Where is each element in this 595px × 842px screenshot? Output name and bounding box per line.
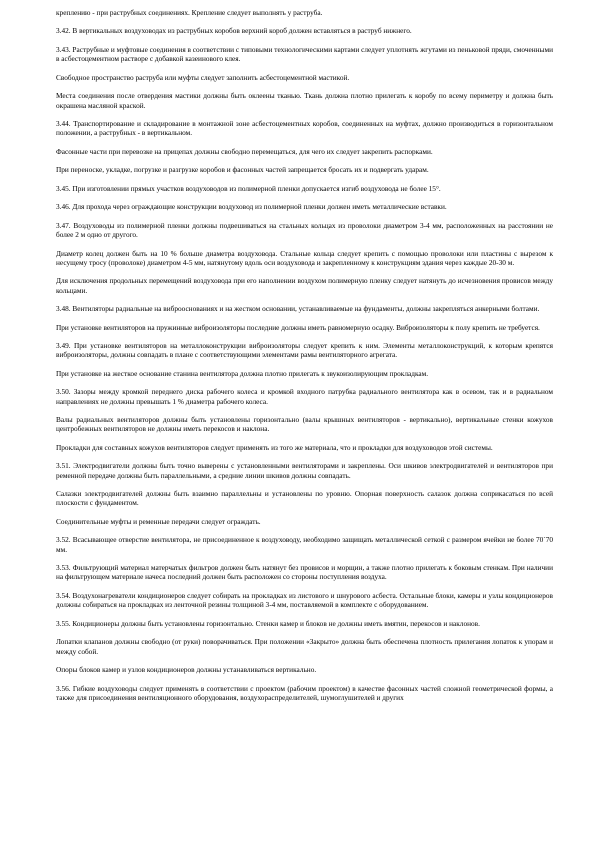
paragraph: 3.50. Зазоры между кромкой переднего диска рабочего колеса и кромкой входного патрубка радиального вентилятора как в осевом, так и в радиальном направлениях не должны превышать 1 % диаметра рабочего колеса.	[56, 387, 553, 406]
paragraph: Диаметр колец должен быть на 10 % больше диаметра воздуховода. Стальные кольца следует крепить с помощью проволоки или пластины с вырезом к несущему тросу (проволоке) диаметром 4-5 мм, натянутому вдоль оси воздуховода и закрепленному к конструкциям здания через каждые 20-30 м.	[56, 248, 553, 267]
paragraph: Салазки электродвигателей должны быть взаимно параллельны и установлены по уровню. Опорная поверхность салазок должна соприкасаться по всей плоскости с фундаментом.	[56, 489, 553, 508]
paragraph: Для исключения продольных перемещений воздуховода при его наполнении воздухом полимерную пленку следует натянуть до исчезновения провисов между кольцами.	[56, 276, 553, 295]
paragraph: 3.46. Для прохода через ограждающие конструкции воздуховод из полимерной пленки должен иметь металлические вставки.	[56, 202, 447, 212]
paragraph: Места соединения после отвердения мастики должны быть оклеены тканью. Ткань должна плотно прилегать к коробу по всему периметру и должна быть окрашена масляной краской.	[56, 91, 553, 110]
paragraph: креплению - при раструбных соединениях. Крепление следует выполнять у раструба.	[56, 8, 323, 17]
paragraph: Прокладки для составных кожухов вентиляторов следует применять из того же материала, что и прокладки для воздуховодов этой системы.	[56, 442, 493, 452]
paragraph: 3.55. Кондиционеры должны быть установлены горизонтально. Стенки камер и блоков не должны иметь вмятин, перекосов и наклонов.	[56, 618, 480, 628]
paragraph: 3.47. Воздуховоды из полимерной пленки должны подвешиваться на стальных кольцах из проволоки диаметром 3-4 мм, расположенных на расстоянии не более 2 м одно от другого.	[56, 220, 553, 240]
paragraph: 3.52. Всасывающее отверстие вентилятора, не присоединенное к воздуховоду, необходимо защищать металлической сеткой с размером ячейки не более 70´70 мм.	[56, 535, 553, 554]
paragraph: Фасонные части при перевозке на прицепах должны свободно перемещаться, для чего их следует закрепить распорками.	[56, 146, 433, 156]
paragraph: 3.44. Транспортирование и складирование в монтажной зоне асбестоцементных коробов, соединенных на муфтах, должно производиться в горизонтальном положении, а раструбных - в вертикальном.	[56, 119, 553, 138]
paragraph: 3.51. Электродвигатели должны быть точно выверены с установленными вентиляторами и закреплены. Оси шкивов электродвигателей и вентиляторов при ременной передаче должны быть параллельными, а средние линии шкивов должны совпадать.	[56, 461, 553, 480]
document-page	[56, 8, 553, 838]
paragraph: Соединительные муфты и ременные передачи следует ограждать.	[56, 516, 261, 526]
paragraph: 3.53. Фильтрующий материал матерчатых фильтров должен быть натянут без провисов и морщин, а также плотно прилегать к боковым стенкам. При наличии на фильтрующем материале начеса последний должен быть расположен со стороны поступления воздуха.	[56, 563, 553, 582]
paragraph: Опоры блоков камер и узлов кондиционеров должны устанавливаться вертикально.	[56, 665, 317, 675]
paragraph: 3.45. При изготовлении прямых участков воздуховодов из полимерной пленки допускается изгиб воздуховода не более 15°.	[56, 183, 441, 193]
paragraph: При переноске, укладке, погрузке и разгрузке коробов и фасонных частей запрещается бросать их и подвергать ударам.	[56, 165, 429, 175]
paragraph: Лопатки клапанов должны свободно (от руки) поворачиваться. При положении «Закрыто» должна быть обеспечена плотность прилегания лопаток к упорам и между собой.	[56, 637, 553, 656]
paragraph: 3.54. Воздухонагреватели кондиционеров следует собирать на прокладках из листового и шнурового асбеста. Остальные блоки, камеры и узлы кондиционеров должны собираться на прокладках из ленточной резины толщиной 3-4 мм, поставляемой в комплекте с оборудованием.	[56, 590, 553, 610]
paragraph: Свободное пространство раструба или муфты следует заполнить асбестоцементной мастикой.	[56, 72, 350, 82]
paragraph: При установке вентиляторов на пружинные виброизоляторы последние должны иметь равномерную осадку. Виброизоляторы к полу крепить не требуется.	[56, 322, 540, 332]
paragraph: При установке на жесткое основание станина вентилятора должна плотно прилегать к звукоизолирующим прокладкам.	[56, 368, 429, 378]
paragraph: Валы радиальных вентиляторов должны быть установлены горизонтально (валы крышных вентиляторов - вертикально), вертикальные стенки кожухов центробежных вентиляторов не должны иметь перекосов и наклона.	[56, 415, 553, 434]
paragraph: 3.49. При установке вентиляторов на металлоконструкции виброизоляторы следует крепить к ним. Элементы металлоконструкций, к которым крепятся виброизоляторы, должны совпадать в плане с соответствующими элементами рамы вентиляторного агрегата.	[56, 341, 553, 360]
paragraph: 3.42. В вертикальных воздуховодах из раструбных коробов верхний короб должен вставляться в раструб нижнего.	[56, 26, 412, 36]
paragraph: 3.48. Вентиляторы радиальные на виброоснованиях и на жестком основании, устанавливаемые на фундаменты, должны закрепляться анкерными болтами.	[56, 304, 540, 314]
paragraph: 3.56. Гибкие воздуховоды следует применять в соответствии с проектом (рабочим проектом) в качестве фасонных частей сложной геометрической формы, а также для присоединения вентиляционного оборудования, воздухораспределителей, шумоглушителей и других	[56, 683, 553, 702]
paragraph: 3.43. Раструбные и муфтовые соединения в соответствии с типовыми технологическими картами следует уплотнять жгутами из пеньковой пряди, смоченными в асбестоцементном растворе с добавкой казеинового клея.	[56, 44, 553, 64]
